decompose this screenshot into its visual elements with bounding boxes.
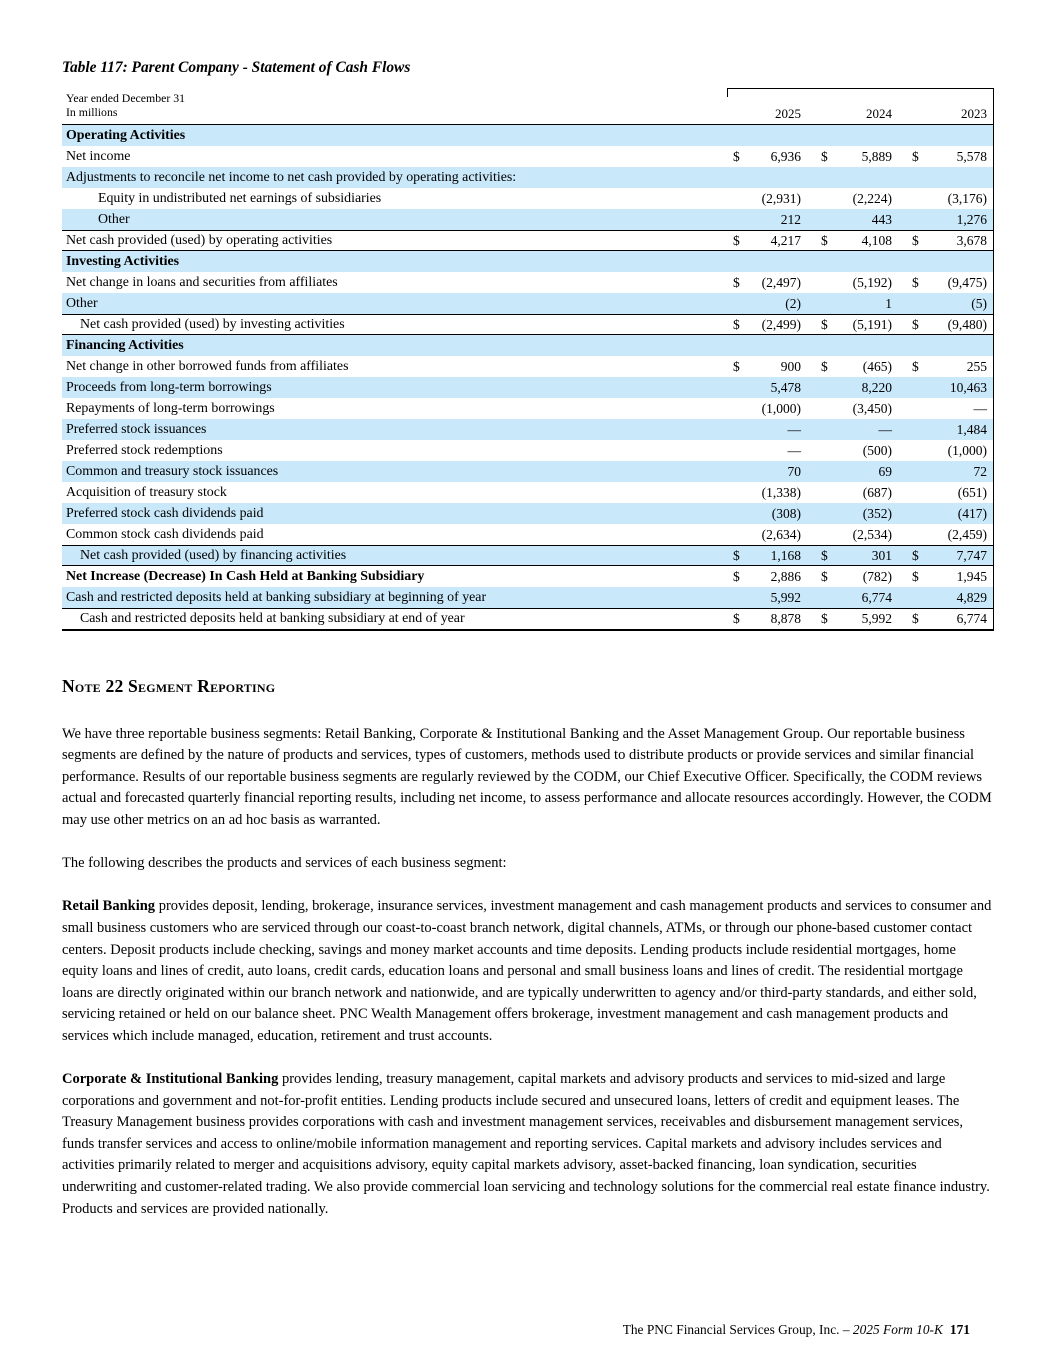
cell-2023 [898,251,993,272]
cell-2024 [807,293,898,314]
row-label: Common stock cash dividends paid [66,526,264,542]
cell-2023 [898,125,993,146]
dollar-sign: $ [733,232,740,248]
cell-value: 2,886 [770,568,801,584]
cell-2023 [898,146,993,167]
cell-2023 [898,272,993,293]
cell-2024 [807,335,898,356]
cell-value: 5,992 [770,589,801,605]
row-label: Preferred stock redemptions [66,442,223,458]
row-values [727,146,993,167]
cell-2023 [898,167,993,188]
cell-value: (2,931) [761,190,801,206]
cell-value: (1,000) [761,400,801,416]
cell-2024 [807,209,898,230]
row-values [727,356,993,377]
table-row [62,545,993,566]
table-title: Table 117: Parent Company - Statement of Cash Flows [62,59,411,76]
cell-value: (2) [785,295,801,311]
cell-2024 [807,546,898,565]
table-row [62,272,993,293]
cell-value: (308) [771,505,801,521]
row-label: Cash and restricted deposits held at banking subsidiary at beginning of year [66,589,487,605]
dollar-sign: $ [821,611,828,626]
footer-page-number: 171 [949,1322,970,1337]
row-label: Preferred stock cash dividends paid [66,505,264,521]
cell-2023 [898,419,993,440]
cell-2023 [898,188,993,209]
cell-value: — [787,442,801,458]
row-label: Net change in loans and securities from affiliates [66,274,338,290]
dollar-sign: $ [821,316,828,332]
table-header [62,88,993,125]
cell-2025 [727,293,807,314]
table-row [62,125,993,146]
row-values [727,335,993,356]
dollar-sign: $ [821,148,828,164]
paragraph-lead: Corporate & Institutional Banking [62,1071,279,1088]
paragraph-overview [62,724,994,832]
cell-value: (352) [862,505,892,521]
cell-2025 [727,188,807,209]
cell-2024 [807,188,898,209]
paragraph-text: The following describes the products and services of each business segment: [62,855,507,872]
dollar-sign: $ [912,274,919,290]
row-values [727,566,993,587]
dollar-sign: $ [912,568,919,584]
dollar-sign: $ [912,547,919,563]
cell-2023 [898,231,993,250]
cell-2023 [898,440,993,461]
cell-2023 [898,315,993,334]
cell-value: 3,678 [956,232,987,248]
dollar-sign: $ [733,568,740,584]
dollar-sign: $ [912,611,919,626]
cell-value: 10,463 [949,379,987,395]
column-header-2024: 2024 [866,106,892,121]
cell-2024 [807,587,898,608]
row-values [727,482,993,503]
row-label: Other [98,211,130,227]
cell-2025 [727,125,807,146]
table-row [62,608,993,629]
row-label: Net Increase (Decrease) In Cash Held at Banking Subsidiary [66,568,425,584]
row-label: Repayments of long-term borrowings [66,400,275,416]
paragraph-intro [62,853,994,875]
cell-value: 443 [871,211,892,227]
cell-value: (782) [862,568,892,584]
cell-2024 [807,377,898,398]
row-values [727,546,993,565]
row-values [727,167,993,188]
cell-value: (687) [862,484,892,500]
cell-value: 70 [787,463,801,479]
table-row [62,419,993,440]
row-values [727,398,993,419]
cell-2023 [898,587,993,608]
year-columns [727,106,993,122]
table-row [62,335,993,356]
cell-value: 8,220 [861,379,892,395]
cell-value: (3,176) [947,190,987,206]
cell-2025 [727,209,807,230]
cell-value: (2,497) [761,274,801,290]
cell-value: 8,878 [770,611,801,626]
cell-2025 [727,609,807,629]
cell-value: 4,217 [770,232,801,248]
table-row [62,293,993,314]
cell-value: 1,168 [770,547,801,563]
cell-2025 [727,356,807,377]
table-row [62,167,993,188]
paragraph-text: provides deposit, lending, brokerage, insurance services, investment management and cash management products and services to consumer and small business customers who are serviced through our coast-to-coast branch network, digital channels, ATMs, or through our phone-based customer contact centers. Deposit products include checking, savings and money market accounts and time deposits. Lending products include residential mortgages, home equity loans and lines of credit, auto loans, credit cards, education loans and personal and small business loans and lines of credit. The residential mortgage loans are directly originated within our branch network and nationwide, and are typically underwritten to agency and/or third-party standards, and either sold, servicing retained or held on our balance sheet. PNC Wealth Management offers brokerage, investment management and cash management products and services which include managed, education, retirement and trust accounts. [62,898,992,1044]
dollar-sign: $ [912,316,919,332]
cell-2025 [727,524,807,545]
caption-line2: In millions [66,104,118,119]
row-label: Equity in undistributed net earnings of subsidiaries [98,190,382,206]
row-values [727,293,993,314]
row-values [727,524,993,545]
cell-2025 [727,398,807,419]
cell-value: (2,634) [761,526,801,542]
dollar-sign: $ [733,358,740,374]
cell-value: 301 [871,547,892,563]
cell-value: (9,475) [947,274,987,290]
dollar-sign: $ [733,547,740,563]
table-row [62,314,993,335]
table-caption [66,92,185,119]
row-values [727,251,993,272]
row-values [727,609,993,629]
cell-2025 [727,251,807,272]
cell-2023 [898,209,993,230]
table-row [62,440,993,461]
cell-value: 255 [966,358,987,374]
cell-value: 72 [973,463,987,479]
cell-2025 [727,167,807,188]
dollar-sign: $ [821,547,828,563]
paragraph-text: provides lending, treasury management, capital markets and advisory products and services to mid-sized and large corporations and government and not-for-profit entities. Lending products include secured and unsecured loans, letters of credit and equipment leases. The Treasury Management business provides corporations with cash and investment management services, receivables and disbursement management services, funds transfer services and access to online/mobile information management and reporting services. Capital markets and advisory includes services and activities primarily related to merger and acquisitions advisory, equity capital markets advisory, asset-backed financing, loan syndication, securities underwriting and customer-related trading. We also provide commercial loan servicing and technology solutions for the commercial real estate finance industry. Products and services are provided nationally. [62,1071,990,1217]
cell-2025 [727,272,807,293]
table-row [62,482,993,503]
row-label: Financing Activities [66,337,184,353]
cell-value: — [787,421,801,437]
cell-value: (2,499) [761,316,801,332]
cell-2023 [898,398,993,419]
row-values [727,587,993,608]
table-row [62,209,993,230]
cell-value: (5,192) [852,274,892,290]
cell-value: (5) [971,295,987,311]
cell-2024 [807,566,898,587]
cash-flow-table [62,88,994,631]
table-row [62,251,993,272]
dollar-sign: $ [821,358,828,374]
cell-2024 [807,482,898,503]
table-row [62,503,993,524]
cell-2023 [898,566,993,587]
cell-value: 900 [780,358,801,374]
row-label: Net cash provided (used) by operating activities [66,232,333,248]
footer-form-name: 2025 Form 10-K [852,1322,943,1337]
cell-2024 [807,167,898,188]
row-label: Net cash provided (used) by investing activities [80,316,345,332]
column-header-2025: 2025 [775,106,801,121]
cell-2025 [727,566,807,587]
row-label: Cash and restricted deposits held at banking subsidiary at end of year [80,611,465,626]
cell-value: (1,000) [947,442,987,458]
dollar-sign: $ [733,316,740,332]
cell-2024 [807,272,898,293]
paragraph-text: We have three reportable business segments: Retail Banking, Corporate & Institutional Banking and the Asset Management Group. Our reportable business segments are defined by the nature of products and services, types of customers, methods used to distribute products or provide services and similar financial performance. Results of our reportable business segments are regularly reviewed by the CODM, our Chief Executive Officer. Specifically, the CODM reviews actual and forecasted quarterly financial reporting results, including net income, to assess performance and allocate resources accordingly. However, the CODM may use other metrics on an ad hoc basis as warranted. [62,725,992,828]
cell-value: (465) [862,358,892,374]
dollar-sign: $ [733,148,740,164]
row-label: Net income [66,148,131,164]
cell-value: 1,945 [956,568,987,584]
cell-value: 6,774 [861,589,892,605]
cell-2024 [807,440,898,461]
cell-value: (9,480) [947,316,987,332]
cell-value: 1 [885,295,892,311]
cell-2024 [807,419,898,440]
row-label: Net change in other borrowed funds from affiliates [66,358,349,374]
row-values [727,440,993,461]
row-label: Proceeds from long-term borrowings [66,379,272,395]
cell-value: — [973,400,987,416]
cell-value: 1,484 [956,421,987,437]
cell-value: (500) [862,442,892,458]
cell-2025 [727,315,807,334]
cell-value: (651) [957,484,987,500]
cell-2023 [898,335,993,356]
cash-flow-table-rows [62,125,993,629]
cell-value: 7,747 [956,547,987,563]
cell-value: (5,191) [852,316,892,332]
paragraph-corporate-institutional-banking [62,1069,994,1220]
cell-2025 [727,503,807,524]
dollar-sign: $ [821,232,828,248]
cell-2023 [898,482,993,503]
row-label: Adjustments to reconcile net income to net cash provided by operating activities: [66,169,517,185]
cell-2025 [727,482,807,503]
cell-2024 [807,524,898,545]
cell-value: (2,224) [852,190,892,206]
row-values [727,231,993,250]
row-label: Net cash provided (used) by financing activities [80,547,347,563]
cell-2025 [727,546,807,565]
cell-value: (2,534) [852,526,892,542]
cell-2024 [807,231,898,250]
cell-value: 212 [780,211,801,227]
cell-2023 [898,293,993,314]
cell-2023 [898,546,993,565]
cell-2024 [807,251,898,272]
cell-2025 [727,587,807,608]
cell-2025 [727,440,807,461]
cell-value: (1,338) [761,484,801,500]
dollar-sign: $ [912,232,919,248]
note-heading: Note 22 Segment Reporting [62,676,276,696]
cell-2025 [727,461,807,482]
cell-2023 [898,609,993,629]
cell-2025 [727,377,807,398]
table-row [62,146,993,167]
cell-2024 [807,356,898,377]
cell-2023 [898,377,993,398]
cell-value: (417) [957,505,987,521]
dollar-sign: $ [733,274,740,290]
cell-value: (3,450) [852,400,892,416]
cell-2023 [898,503,993,524]
note-22-section [62,676,994,1242]
row-values [727,419,993,440]
cell-value: 6,774 [956,611,987,626]
table-row [62,188,993,209]
cell-2024 [807,609,898,629]
row-values [727,125,993,146]
dollar-sign: $ [912,148,919,164]
table-row [62,587,993,608]
cell-value: 5,992 [861,611,892,626]
table-row [62,461,993,482]
row-values [727,503,993,524]
cell-2025 [727,231,807,250]
caption-line1: Year ended December 31 [66,91,186,105]
row-values [727,188,993,209]
cell-2024 [807,503,898,524]
table-row [62,524,993,545]
cell-value: 69 [878,463,892,479]
paragraph-lead: Retail Banking [62,898,156,915]
cell-value: 4,829 [956,589,987,605]
table-row [62,230,993,251]
table-row [62,377,993,398]
paragraph-retail-banking [62,896,994,1047]
cell-value: 6,936 [770,148,801,164]
cell-2024 [807,125,898,146]
column-header-2023: 2023 [961,106,987,121]
page-footer [623,1322,970,1338]
cell-value: 5,889 [861,148,892,164]
table-row [62,398,993,419]
table-row [62,566,993,587]
cell-value: 1,276 [956,211,987,227]
cell-value: 5,578 [956,148,987,164]
footer-company: The PNC Financial Services Group, Inc. – [622,1322,853,1337]
header-top-border [727,88,993,97]
row-label: Preferred stock issuances [66,421,207,437]
cell-value: 4,108 [861,232,892,248]
cell-2025 [727,335,807,356]
table-row [62,356,993,377]
row-label: Investing Activities [66,253,180,269]
row-values [727,315,993,334]
dollar-sign: $ [821,568,828,584]
cell-2024 [807,315,898,334]
cell-2024 [807,461,898,482]
dollar-sign: $ [733,611,740,626]
row-label: Acquisition of treasury stock [66,484,227,500]
cell-2025 [727,146,807,167]
cell-2024 [807,398,898,419]
dollar-sign: $ [912,358,919,374]
row-label: Common and treasury stock issuances [66,463,279,479]
row-label: Other [66,295,98,311]
row-values [727,377,993,398]
cell-2024 [807,146,898,167]
row-values [727,461,993,482]
row-label: Operating Activities [66,127,186,143]
cell-2025 [727,419,807,440]
row-values [727,272,993,293]
cell-value: (2,459) [947,526,987,542]
cell-2023 [898,356,993,377]
row-values [727,209,993,230]
cell-2023 [898,524,993,545]
cell-value: — [878,421,892,437]
cell-2023 [898,461,993,482]
cell-value: 5,478 [770,379,801,395]
